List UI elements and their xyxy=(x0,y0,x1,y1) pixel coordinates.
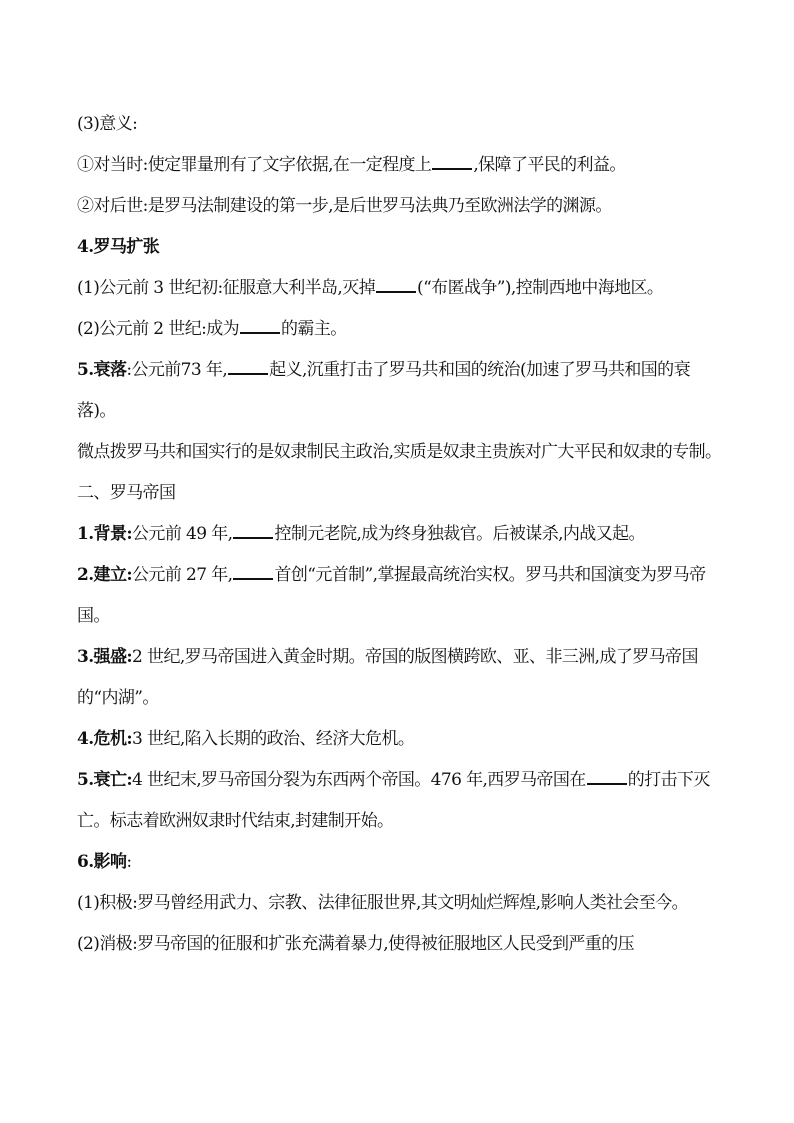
fill-blank[interactable] xyxy=(228,357,268,375)
peak-paragraph xyxy=(77,637,727,719)
founding-after: 首创“元首制”,掌握最高统治实权。罗马共和国演变为罗马帝国。 xyxy=(77,565,706,626)
fall-paragraph xyxy=(77,760,727,842)
fall-before: 4 世纪末,罗马帝国分裂为东西两个帝国。476 年,西罗马帝国在 xyxy=(132,770,586,790)
crisis-label: 4.危机: xyxy=(77,729,133,749)
expansion-heading: 4.罗马扩张 xyxy=(77,237,160,257)
decline-paragraph xyxy=(77,350,727,432)
founding-paragraph xyxy=(77,555,727,637)
influence-colon: : xyxy=(126,852,132,872)
background-after: 控制元老院,成为终身独裁官。后被谋杀,内战又起。 xyxy=(274,524,645,544)
meaning-heading: (3)意义: xyxy=(77,114,138,134)
tip-paragraph: 微点拨罗马共和国实行的是奴隶制民主政治,实质是奴隶主贵族对广大平民和奴隶的专制。 xyxy=(77,442,722,462)
fill-blank[interactable] xyxy=(240,316,280,334)
expansion-point-2-after: 的霸主。 xyxy=(281,319,347,339)
decline-before: :公元前73 年, xyxy=(126,360,228,380)
background-paragraph xyxy=(77,514,727,555)
expansion-point-2-before: (2)公元前 2 世纪:成为 xyxy=(77,319,240,339)
influence-heading xyxy=(77,842,727,883)
fall-label: 5.衰亡: xyxy=(77,770,133,790)
fall-after: 的打击下灭亡。标志着欧洲奴隶时代结束,封建制开始。 xyxy=(77,770,710,831)
expansion-point-2 xyxy=(77,309,727,350)
fill-blank[interactable] xyxy=(376,275,416,293)
crisis-text: 3 世纪,陷入长期的政治、经济大危机。 xyxy=(132,729,415,749)
meaning-point-1-before: ①对当时:使定罪量刑有了文字依据,在一定程度上 xyxy=(77,155,432,175)
meaning-point-1 xyxy=(77,145,727,186)
meaning-point-2: ②对后世:是罗马法制建设的第一步,是后世罗马法典乃至欧洲法学的渊源。 xyxy=(77,196,612,216)
expansion-point-1 xyxy=(77,268,727,309)
crisis-paragraph xyxy=(77,719,727,760)
fill-blank[interactable] xyxy=(233,521,273,539)
expansion-point-1-after: (“布匿战争”),控制西地中海地区。 xyxy=(417,278,664,298)
fill-blank[interactable] xyxy=(432,152,472,170)
influence-positive: (1)积极:罗马曾经用武力、宗教、法律征服世界,其文明灿烂辉煌,影响人类社会至今。 xyxy=(77,893,689,913)
meaning-point-1-after: ,保障了平民的利益。 xyxy=(473,155,626,175)
founding-before: 公元前 27 年, xyxy=(132,565,233,585)
background-label: 1.背景: xyxy=(77,524,133,544)
influence-label: 6.影响 xyxy=(77,852,127,872)
decline-label: 5.衰落 xyxy=(77,360,127,380)
expansion-point-1-before: (1)公元前 3 世纪初:征服意大利半岛,灭掉 xyxy=(77,278,376,298)
influence-negative: (2)消极:罗马帝国的征服和扩张充满着暴力,使得被征服地区人民受到严重的压 xyxy=(77,934,635,954)
founding-label: 2.建立: xyxy=(77,565,133,585)
peak-label: 3.强盛: xyxy=(77,647,133,667)
fill-blank[interactable] xyxy=(587,767,627,785)
decline-after: 起义,沉重打击了罗马共和国的统治(加速了罗马共和国的衰落)。 xyxy=(77,360,690,421)
fill-blank[interactable] xyxy=(233,562,273,580)
peak-text: 2 世纪,罗马帝国进入黄金时期。帝国的版图横跨欧、亚、非三洲,成了罗马帝国的“内湖”。 xyxy=(77,647,698,708)
section-heading-roman-empire: 二、罗马帝国 xyxy=(77,483,176,503)
document-page xyxy=(77,104,727,965)
background-before: 公元前 49 年, xyxy=(132,524,233,544)
